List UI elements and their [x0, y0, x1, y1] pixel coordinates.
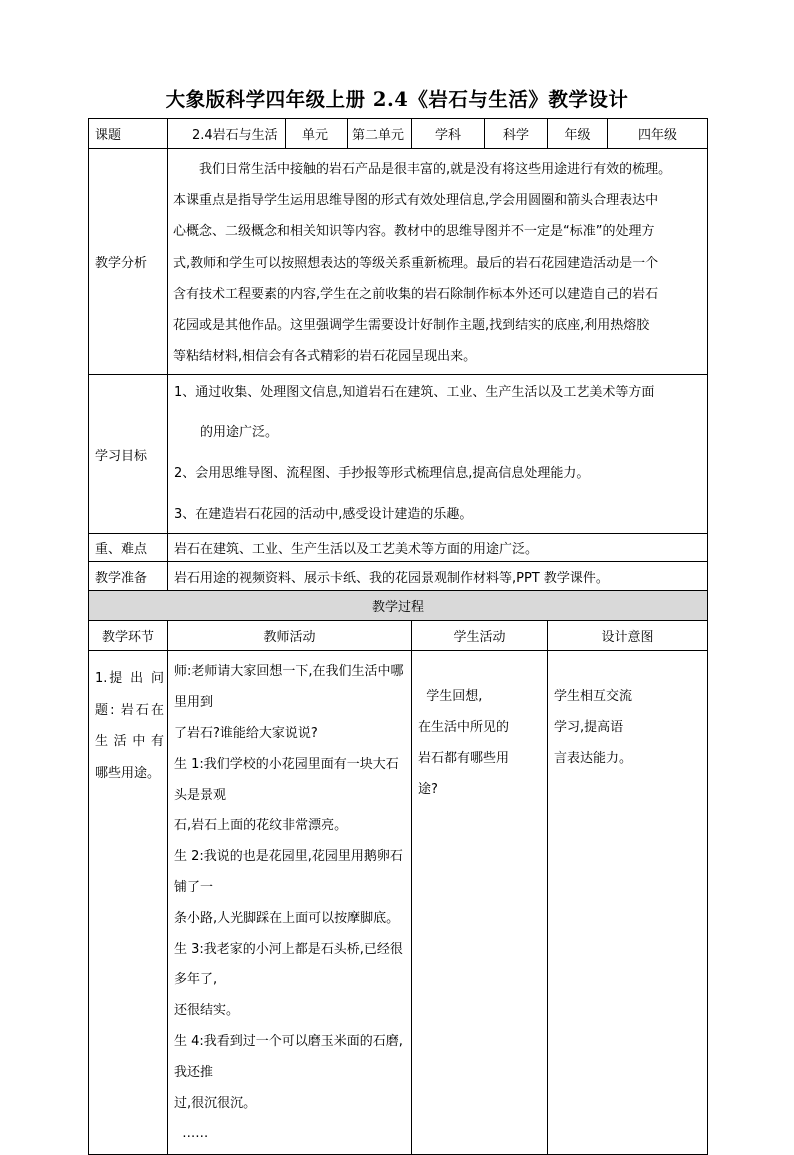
teacher-line: 生 2:我说的也是花园里,花园里用鹅卵石铺了一 [174, 849, 403, 895]
process-section-title: 教学过程 [89, 591, 708, 621]
stage-cell [89, 651, 168, 1155]
column-header-intent: 设计意图 [548, 621, 708, 651]
goals-label: 学习目标 [89, 375, 168, 534]
intent-line: 学习,提高语 [554, 720, 624, 736]
teacher-line: 师:老师请大家回想一下,在我们生活中哪里用到 [174, 664, 404, 711]
preparation-text: 岩石用途的视频资料、展示卡纸、我的花园景观制作材料等,PPT 教学课件。 [168, 562, 708, 591]
column-header-student: 学生活动 [412, 621, 548, 651]
key-points-label: 重、难点 [89, 534, 168, 562]
teacher-line: 石,岩石上面的花纹非常漂亮。 [174, 818, 348, 834]
goals-row [89, 375, 708, 534]
analysis-line: 心概念、二级概念和相关知识等内容。教材中的思维导图并不一定是“标准”的处理方 [173, 224, 655, 240]
stage-line: 生 活 中 有 [95, 734, 164, 750]
intent-line: 言表达能力。 [554, 751, 633, 767]
column-header-teacher: 教师活动 [168, 621, 412, 651]
key-points-text: 岩石在建筑、工业、生产生活以及工艺美术等方面的用途广泛。 [168, 534, 708, 562]
value-unit: 第二单元 [348, 119, 412, 149]
header-row [89, 119, 708, 149]
teacher-activity-cell [168, 651, 412, 1155]
analysis-line: 式,教师和学生可以按照想表达的等级关系重新梳理。最后的岩石花园建造活动是一个 [173, 255, 659, 271]
design-intent-cell [548, 651, 708, 1155]
preparation-label: 教学准备 [89, 562, 168, 591]
page-title: 大象版科学四年级上册 2.4《岩石与生活》教学设计 [165, 88, 629, 111]
stage-line: 题: 岩石在 [95, 702, 164, 718]
lesson-plan-table [88, 118, 708, 1155]
analysis-line: 等粘结材料,相信会有各式精彩的岩石花园呈现出来。 [173, 349, 477, 365]
goal-item: 2、会用思维导图、流程图、手抄报等形式梳理信息,提高信息处理能力。 [174, 466, 590, 482]
label-unit: 单元 [286, 119, 348, 149]
teacher-line: 生 4:我看到过一个可以磨玉米面的石磨,我还推 [174, 1033, 403, 1080]
goal-item: 1、通过收集、处理图文信息,知道岩石在建筑、工业、生产生活以及工艺美术等方面 [174, 385, 655, 401]
label-grade: 年级 [548, 119, 608, 149]
analysis-line: 含有技术工程要素的内容,学生在之前收集的岩石除制作标本外还可以建造自己的岩石 [173, 286, 659, 302]
student-line: 岩石都有哪些用 [418, 751, 510, 767]
column-header-stage: 教学环节 [89, 621, 168, 651]
student-line: 途? [418, 782, 438, 798]
stage-line: 1.提 出 问 [95, 671, 164, 687]
teacher-line: 了岩石?谁能给大家说说? [174, 726, 318, 742]
teacher-line: 生 3:我老家的小河上都是石头桥,已经很多年了, [174, 941, 403, 988]
label-subject: 学科 [412, 119, 485, 149]
process-row [89, 651, 708, 1155]
key-points-row [89, 534, 708, 562]
analysis-label: 教学分析 [89, 149, 168, 375]
process-header-row [89, 621, 708, 651]
intent-line: 学生相互交流 [554, 689, 633, 705]
teacher-line: 过,很沉很沉。 [174, 1095, 257, 1111]
stage-line: 哪些用途。 [95, 765, 161, 781]
teacher-line: 生 1:我们学校的小花园里面有一块大石头是景观 [174, 756, 399, 803]
student-activity-cell [412, 651, 548, 1155]
analysis-line: 花园或是其他作品。这里强调学生需要设计好制作主题,找到结实的底座,利用热熔胶 [173, 318, 650, 334]
value-subject: 科学 [485, 119, 548, 149]
analysis-text [168, 149, 708, 375]
goal-item: 3、在建造岩石花园的活动中,感受设计建造的乐趣。 [174, 507, 473, 523]
teacher-line: …… [174, 1126, 209, 1142]
analysis-row [89, 149, 708, 375]
process-section-row [89, 591, 708, 621]
teacher-line: 条小路,人光脚踩在上面可以按摩脚底。 [174, 910, 400, 926]
value-grade: 四年级 [608, 119, 708, 149]
teacher-line: 还很结实。 [174, 1003, 240, 1019]
goal-item-continued: 的用途广泛。 [200, 425, 279, 441]
goals-text [168, 375, 708, 534]
analysis-line: 我们日常生活中接触的岩石产品是很丰富的,就是没有将这些用途进行有效的梳理。 [199, 162, 672, 177]
student-line: 在生活中所见的 [418, 720, 510, 736]
analysis-line: 本课重点是指导学生运用思维导图的形式有效处理信息,学会用圆圈和箭头合理表达中 [173, 193, 659, 209]
value-topic: 2.4岩石与生活 [168, 119, 286, 149]
preparation-row [89, 562, 708, 591]
student-line: 学生回想, [418, 689, 483, 705]
label-topic: 课题 [89, 119, 168, 149]
